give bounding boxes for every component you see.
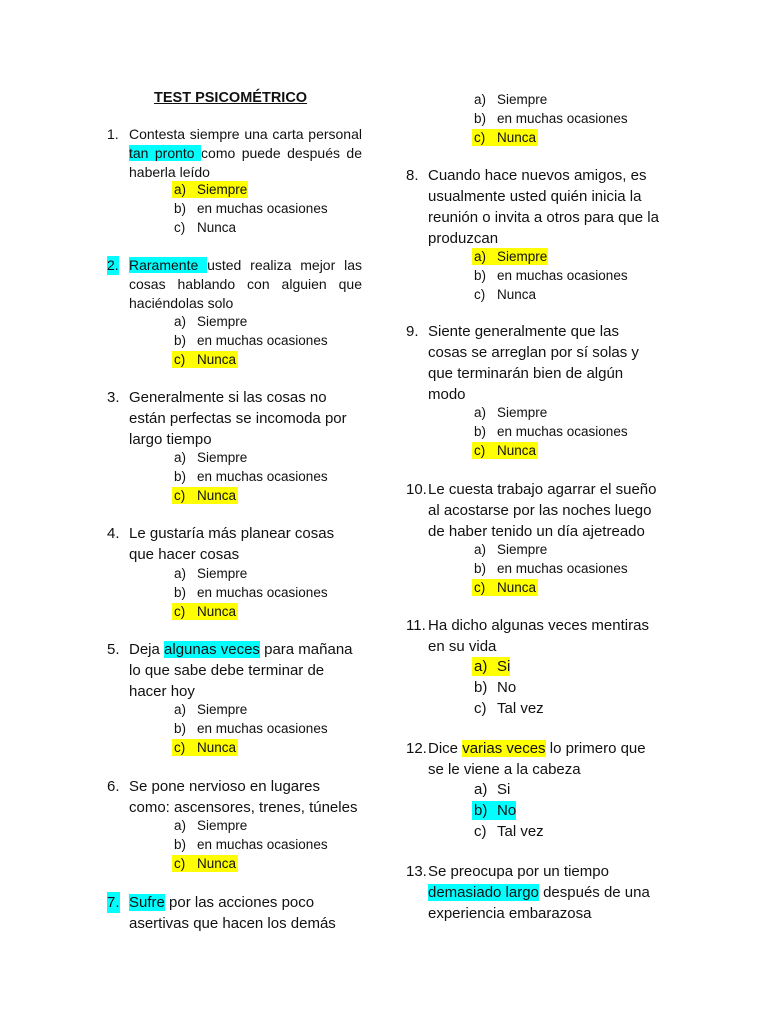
question-line: Ha dicho algunas veces mentiras bbox=[428, 617, 649, 634]
question-line: Contesta siempre una carta personal bbox=[129, 126, 362, 142]
question-line: haberla leído bbox=[129, 164, 210, 180]
question-line: Le cuesta trabajo agarrar el sueño bbox=[428, 481, 657, 498]
question-line: experiencia embarazosa bbox=[428, 905, 592, 922]
question-line: usualmente usted quién inicia la bbox=[428, 188, 642, 205]
question-line: haciéndolas solo bbox=[129, 295, 234, 311]
question-line: como: ascensores, trenes, túneles bbox=[129, 799, 358, 816]
highlight-cyan: demasiado largo bbox=[428, 884, 539, 901]
question-line: produzcan bbox=[428, 230, 499, 247]
question-line: cosas se arreglan por sí solas y bbox=[428, 344, 639, 361]
question-line: en su vida bbox=[428, 638, 497, 655]
question-number: 12. bbox=[406, 740, 427, 757]
question-number: 13. bbox=[406, 863, 427, 880]
highlight-cyan: Sufre bbox=[129, 894, 165, 911]
question-line: reunión o invita a otros para que la bbox=[428, 209, 659, 226]
question-line: cosas hablando con alguien que bbox=[129, 276, 362, 292]
question-number: 6. bbox=[107, 778, 120, 795]
question-line: largo tiempo bbox=[129, 431, 212, 448]
question-line: hacer hoy bbox=[129, 683, 195, 700]
question-number: 2. bbox=[107, 257, 119, 273]
question-line: asertivas que hacen los demás bbox=[129, 915, 336, 932]
question-line: Cuando hace nuevos amigos, es bbox=[428, 167, 647, 184]
question-line: Siente generalmente que las bbox=[428, 323, 619, 340]
page-title: TEST PSICOMÉTRICO bbox=[154, 90, 308, 106]
highlight-cyan: tan pronto bbox=[129, 145, 202, 161]
question-number: 5. bbox=[107, 641, 120, 658]
question-line: lo que sabe debe terminar de bbox=[129, 662, 325, 679]
question-line: Le gustaría más planear cosas bbox=[129, 525, 335, 542]
question-line: se le viene a la cabeza bbox=[428, 761, 581, 778]
highlight-cyan: Raramente bbox=[129, 257, 208, 273]
question-number: 9. bbox=[406, 323, 419, 340]
question-line: que terminarán bien de algún bbox=[428, 365, 624, 382]
question-number: 7. bbox=[107, 894, 120, 911]
question-number: 8. bbox=[406, 167, 419, 184]
question-number: 4. bbox=[107, 525, 120, 542]
highlight-cyan: algunas veces bbox=[164, 641, 260, 658]
highlight-yellow: varias veces bbox=[462, 740, 546, 757]
question-line: de haber tenido un día ajetreado bbox=[428, 523, 645, 540]
question-line: están perfectas se incomoda por bbox=[129, 410, 347, 427]
question-line: modo bbox=[428, 386, 466, 403]
question-line: que hacer cosas bbox=[129, 546, 240, 563]
question-line: al acostarse por las noches luego bbox=[428, 502, 652, 519]
question-line: Se pone nervioso en lugares bbox=[129, 778, 320, 795]
question-number: 3. bbox=[107, 389, 120, 406]
question-number: 10. bbox=[406, 481, 427, 498]
question-number: 11. bbox=[406, 617, 426, 634]
question-number: 1. bbox=[107, 126, 119, 142]
question-line: Generalmente si las cosas no bbox=[129, 389, 327, 406]
question-line: Se preocupa por un tiempo bbox=[428, 863, 609, 880]
